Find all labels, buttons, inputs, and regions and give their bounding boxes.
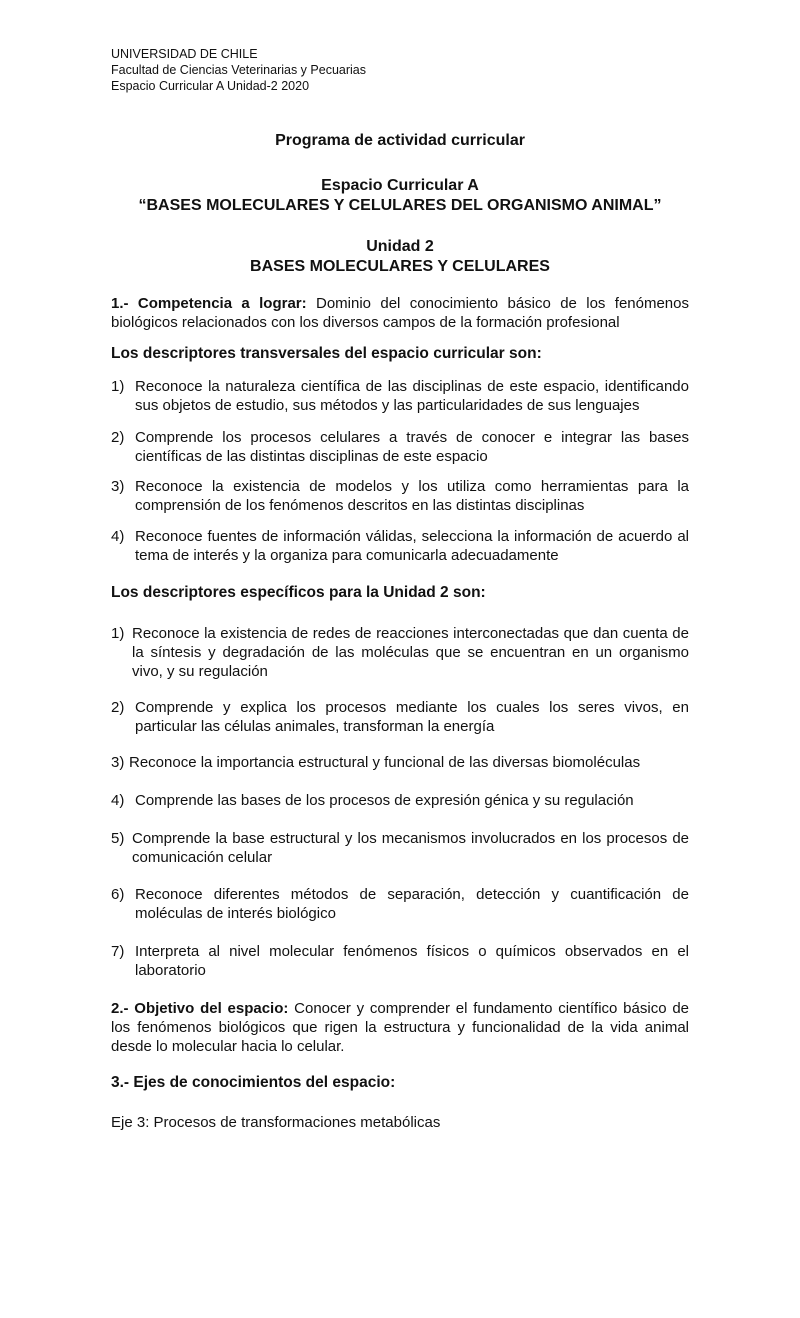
- header-faculty: Facultad de Ciencias Veterinarias y Pecuarias: [111, 63, 366, 77]
- item-text: Reconoce la importancia estructural y funcional de las diversas biomoléculas: [129, 754, 641, 771]
- competencia-text: Dominio del conocimiento básico de los fenómenos biológicos relacionados con los diversos campos de la formación profesional: [111, 295, 689, 331]
- item-text: Reconoce diferentes métodos de separación, detección y cuantificación de moléculas de interés biológico: [135, 886, 689, 922]
- list-item: [111, 477, 689, 515]
- competencia-paragraph: [111, 294, 689, 332]
- item-text: Comprende los procesos celulares a través de conocer e integrar las bases científicas de las distintas disciplinas de este espacio: [135, 429, 689, 465]
- item-number: 3): [111, 478, 125, 495]
- list-item: [111, 377, 689, 415]
- header-university: UNIVERSIDAD DE CHILE: [111, 47, 258, 61]
- list-item: [111, 791, 689, 810]
- objetivo-label: 2.- Objetivo del espacio:: [111, 1000, 289, 1017]
- list-item: [111, 753, 689, 772]
- program-title: Programa de actividad curricular: [275, 132, 525, 149]
- ejes-heading: 3.- Ejes de conocimientos del espacio:: [111, 1074, 396, 1091]
- competencia-label: 1.- Competencia a lograr:: [111, 295, 307, 312]
- item-text: Reconoce la naturaleza científica de las disciplinas de este espacio, identificando sus objetos de estudio, sus métodos y las particularidades de sus lenguajes: [135, 378, 689, 414]
- item-text: Reconoce fuentes de información válidas, selecciona la información de acuerdo al tema de interés y la organiza para comunicarla adecuadamente: [135, 528, 689, 564]
- item-number: 6): [111, 886, 125, 903]
- item-number: 7): [111, 943, 125, 960]
- list-item: [111, 428, 689, 466]
- list-item: [111, 942, 689, 980]
- item-text: Interpreta al nivel molecular fenómenos físicos o químicos observados en el laboratorio: [135, 943, 689, 979]
- list-item: [111, 624, 689, 681]
- item-number: 1): [111, 625, 125, 642]
- item-text: Reconoce la existencia de redes de reacciones interconectadas que dan cuenta de la síntesis y degradación de las moléculas que se encuentran en un organismo vivo, y su regulación: [132, 625, 689, 680]
- unit-name: BASES MOLECULARES Y CELULARES: [250, 258, 550, 275]
- item-number: 4): [111, 792, 125, 809]
- unit-title: Unidad 2: [366, 238, 434, 255]
- header-course: Espacio Curricular A Unidad-2 2020: [111, 79, 310, 93]
- item-text: Reconoce la existencia de modelos y los utiliza como herramientas para la comprensión de los fenómenos descritos en las distintas disciplinas: [135, 478, 689, 514]
- transversales-heading: Los descriptores transversales del espacio curricular son:: [111, 345, 542, 362]
- objetivo-paragraph: [111, 999, 689, 1056]
- list-item: [111, 829, 689, 867]
- list-item: [111, 527, 689, 565]
- item-number: 2): [111, 699, 125, 716]
- list-item: [111, 885, 689, 923]
- list-item: [111, 698, 689, 736]
- especificos-heading: Los descriptores específicos para la Unidad 2 son:: [111, 584, 486, 601]
- item-text: Comprende la base estructural y los mecanismos involucrados en los procesos de comunicación celular: [132, 830, 689, 866]
- space-title: Espacio Curricular A: [321, 177, 479, 194]
- item-number: 1): [111, 378, 125, 395]
- item-number: 4): [111, 528, 125, 545]
- objetivo-text: Conocer y comprender el fundamento científico básico de los fenómenos biológicos que rigen la estructura y funcionalidad de la vida animal desde lo molecular hacia lo celular.: [111, 1000, 690, 1055]
- item-number: 2): [111, 429, 125, 446]
- item-number: 3): [111, 754, 125, 771]
- document-header: [111, 46, 366, 94]
- item-text: Comprende las bases de los procesos de expresión génica y su regulación: [135, 792, 634, 809]
- eje-line: Eje 3: Procesos de transformaciones metabólicas: [111, 1114, 441, 1131]
- item-text: Comprende y explica los procesos mediante los cuales los seres vivos, en particular las células animales, transforman la energía: [135, 699, 689, 735]
- item-number: 5): [111, 830, 125, 847]
- space-name: “BASES MOLECULARES Y CELULARES DEL ORGANISMO ANIMAL”: [138, 197, 662, 214]
